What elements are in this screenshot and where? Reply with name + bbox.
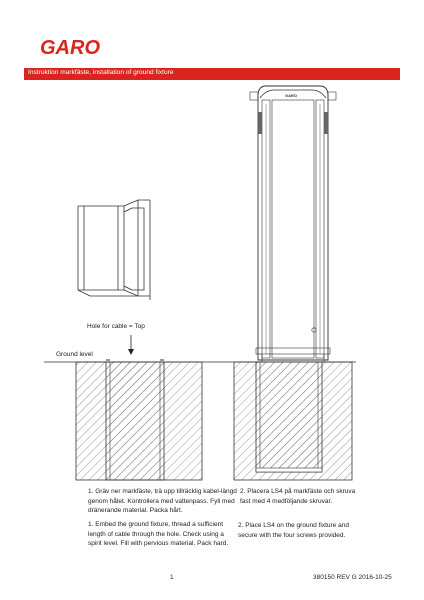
right-pit <box>234 362 352 480</box>
document-reference: 380150 REV G 2016-10-25 <box>313 574 392 581</box>
post-badge: GARO <box>285 93 297 98</box>
step2-english: 2. Place LS4 on the ground fixture and secure with the four screws provided. <box>238 522 349 539</box>
page-number: 1 <box>170 574 174 581</box>
charging-post <box>250 86 336 362</box>
banner-title: Instruktion markfäste, installation of ground fixture <box>28 69 174 76</box>
step2-swedish: 2. Placera LS4 på markfäste och skruva fast med 4 medföljande skruvar. <box>240 488 356 505</box>
ground-fixture-sketch <box>78 200 150 300</box>
logo-text: GARO <box>40 37 100 58</box>
step1-swedish: 1. Gräv ner markfäste, trä upp tillräcklig kabel-längd genom hålet. Kontrollera med vattenpass. Fyll med dränerande material. Packa hårt. <box>88 488 237 515</box>
hole-arrow <box>128 335 134 355</box>
left-pit <box>76 360 202 480</box>
step1-english: 1. Embed the ground fixture, thread a sufficient length of cable through the hole. Check using a spirit level. Fill with pervious material. Pack hard. <box>88 521 229 548</box>
hole-label: Hole for cable = Top <box>87 323 145 330</box>
ground-level-label: Ground level <box>56 351 93 358</box>
